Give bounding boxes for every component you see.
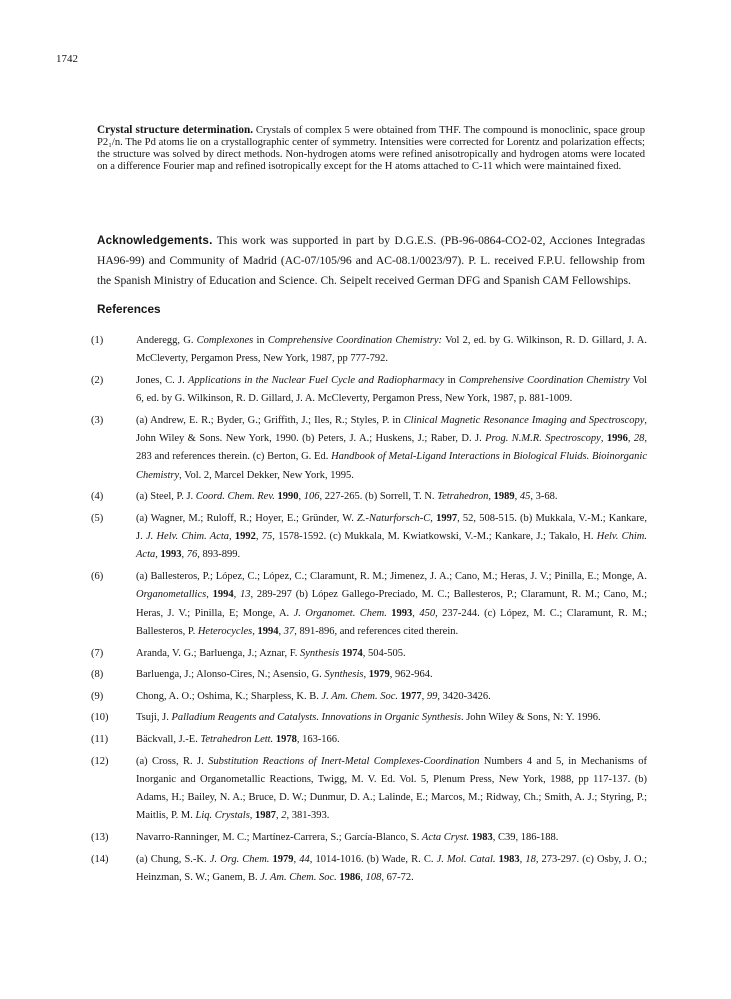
reference-segment: , — [360, 871, 366, 883]
acknowledgements-heading: Acknowledgements. — [97, 234, 213, 247]
reference-segment: Acta Cryst. — [421, 831, 470, 843]
reference-segment: , 237-244. (c) López, M. C.; Claramunt, R. M.; Ballesteros, P. — [136, 607, 647, 637]
reference-text — [136, 332, 647, 369]
reference-segment: 1977 — [400, 690, 422, 702]
reference-number: (3) — [91, 414, 104, 426]
crystal-structure-heading: Crystal structure determination. — [97, 124, 253, 136]
reference-item — [91, 709, 647, 727]
reference-segment: , 3-68. — [530, 491, 558, 503]
reference-segment: , — [600, 433, 607, 445]
reference-segment: Helv. Chim. Acta — [136, 531, 648, 561]
reference-item — [91, 412, 647, 485]
reference-segment: , — [488, 491, 494, 503]
reference-number: (9) — [91, 690, 104, 702]
acknowledgements-paragraph — [97, 231, 645, 291]
reference-segment: 75 — [261, 531, 273, 543]
reference-segment: , C39, 186-188. — [492, 831, 559, 843]
reference-number: (13) — [91, 831, 109, 843]
reference-segment: 1983 — [498, 853, 520, 865]
reference-segment: , 1014-1016. (b) Wade, R. C. — [309, 853, 437, 865]
reference-number: (11) — [91, 733, 109, 745]
reference-segment: Navarro-Ranninger, M. C.; Martínez-Carrera, S.; García-Blanco, S. — [136, 831, 422, 843]
reference-segment: (a) Andrew, E. R.; Byder, G.; Griffith, J.; Iles, R.; Styles, P. in — [136, 414, 404, 426]
reference-segment: 2 — [281, 810, 287, 822]
reference-segment: Liq. Crystals — [195, 810, 250, 822]
reference-segment: , — [519, 853, 526, 865]
reference-segment: 1979 — [272, 853, 294, 865]
reference-segment: Tetrahedron — [437, 491, 489, 503]
reference-number: (10) — [91, 712, 109, 724]
page-number: 1742 — [56, 53, 78, 65]
reference-segment: Synthesis — [300, 647, 340, 659]
reference-segment: 13 — [240, 589, 251, 601]
reference-segment: 28 — [633, 433, 645, 445]
reference-segment: , — [627, 433, 634, 445]
reference-segment: (a) Wagner, M.; Ruloff, R.; Hoyer, E.; Gründer, W. — [136, 512, 358, 524]
reference-number: (4) — [91, 491, 104, 503]
reference-number: (12) — [91, 755, 109, 767]
reference-text — [136, 510, 647, 565]
reference-number: (2) — [91, 374, 104, 386]
reference-segment: , 3420-3426. — [437, 690, 491, 702]
reference-segment: Prog. N.M.R. Spectroscopy — [485, 433, 601, 445]
reference-item — [91, 568, 647, 641]
reference-segment: Barluenga, J.; Alonso-Cires, N.; Asensio, G. — [136, 669, 325, 681]
reference-number: (5) — [91, 512, 104, 524]
reference-segment: (a) Cross, R. J. — [136, 755, 209, 767]
reference-segment: 1983 — [471, 831, 493, 843]
reference-segment: Complexones — [196, 335, 254, 346]
reference-text — [136, 709, 647, 727]
reference-item — [91, 851, 647, 888]
reference-segment: Numbers 4 and 5, in Mechanisms of Inorganic and Organometallic Reactions, Twigg, M. V. Ed. Vol. 5, Plenum Press, New York, 1988, pp 117-137. (b) Adams, H.; Bailey, N. A.; Bruce, D. W.; Dunmur, D. A.; Lalinde, E.; Marcos, M.; Ridway, Ch.; Smith, A. J.; Styring, P.; Maitlis, P. M. — [136, 755, 647, 822]
reference-segment: , — [363, 669, 369, 681]
reference-number: (7) — [91, 647, 104, 659]
reference-segment: 1990 — [277, 491, 299, 503]
reference-segment: 1994 — [257, 625, 279, 637]
reference-number: (14) — [91, 853, 109, 865]
reference-segment: , — [276, 810, 282, 822]
reference-segment: , 227-265. (b) Sorrell, T. N. — [319, 491, 438, 503]
reference-item — [91, 688, 647, 706]
reference-segment: Palladium Reagents and Catalysts. Innovations in Organic Synthesis — [171, 712, 461, 724]
reference-segment: , 891-896, and references cited therein. — [294, 625, 459, 637]
reference-text — [136, 753, 647, 826]
reference-segment: 1997 — [436, 512, 458, 524]
reference-segment: J. Am. Chem. Soc. — [321, 690, 399, 702]
reference-segment: , — [412, 607, 420, 619]
reference-segment: , 289-297 (b) López Gallego-Preciado, M. C.; Ballesteros, P.; Claramunt, R. M.; Cano, M.; Heras, J. V.; Pinilla, E; Monge, A. — [136, 589, 647, 619]
reference-segment: 44 — [299, 853, 310, 865]
reference-text — [136, 731, 647, 749]
reference-segment: Synthesis — [324, 669, 364, 681]
reference-segment: Aranda, V. G.; Barluenga, J.; Aznar, F. — [136, 647, 300, 659]
reference-segment: J. Org. Chem. — [209, 853, 270, 865]
reference-segment: 108 — [365, 871, 382, 883]
reference-segment: 1993 — [391, 607, 413, 619]
reference-text — [136, 666, 647, 684]
reference-segment: , 504-505. — [362, 647, 406, 659]
reference-segment: Organometallics — [136, 589, 207, 601]
reference-segment: , — [233, 589, 241, 601]
reference-segment: , — [181, 549, 187, 561]
reference-segment: , — [421, 690, 427, 702]
reference-segment: 99 — [426, 690, 438, 702]
reference-segment: 1994 — [212, 589, 234, 601]
reference-segment: (a) Chung, S.-K. — [136, 853, 210, 865]
reference-segment: Comprehensive Coordination Chemistry — [458, 374, 630, 386]
acknowledgements-text: This work was supported in part by D.G.E.S. (PB-96-0864-CO2-02, Acciones Integradas HA96-99) and Community of Madrid (AC-07/105/96 and AC-08.1/0023/97). P. L. received F.P.U. fellowship from the Spanish Ministry of Education and Science. Ch. Seipelt received German DFG and Spanish CAM Fellowships. — [97, 234, 645, 287]
reference-text — [136, 372, 647, 409]
reference-segment: Jones, C. J. — [136, 374, 188, 386]
reference-segment: 1996 — [606, 433, 628, 445]
reference-item — [91, 666, 647, 684]
reference-text — [136, 488, 647, 506]
reference-segment: , — [514, 491, 520, 503]
reference-segment: , — [155, 549, 161, 561]
reference-segment: . John Wiley & Sons, N: Y. 1996. — [460, 712, 601, 724]
reference-segment: 1978 — [275, 733, 297, 745]
reference-segment: 106 — [303, 491, 320, 503]
reference-segment: , — [430, 512, 437, 524]
reference-segment: Heterocycles — [197, 625, 253, 637]
reference-item — [91, 829, 647, 847]
reference-segment: , 893-899. — [197, 549, 241, 561]
reference-segment: (a) Ballesteros, P.; López, C.; López, C.; Claramunt, R. M.; Jimenez, J. A.; Cano, M.; Heras, J. V.; Pinilla, E.; Monge, A. — [136, 571, 647, 583]
reference-segment: J. Organomet. Chem. — [293, 607, 387, 619]
reference-segment: 450 — [419, 607, 436, 619]
reference-segment: , John Wiley & Sons. New York, 1990. (b) Peters, J. A.; Huskens, J.; Raber, D. J. — [136, 414, 647, 445]
reference-segment: 76 — [186, 549, 198, 561]
reference-text — [136, 568, 647, 641]
reference-segment: Handbook of Metal-Ligand Interactions in Biological Fluids. Bioinorganic Chemistry — [136, 451, 647, 481]
reference-segment: , 283 and references therein. (c) Berton, G. Ed. — [136, 433, 647, 463]
reference-segment: , 962-964. — [389, 669, 433, 681]
reference-segment: , 67-72. — [381, 871, 414, 883]
reference-text — [136, 688, 647, 706]
reference-segment: 45 — [519, 491, 531, 503]
reference-segment: 18 — [525, 853, 536, 865]
reference-segment: , 273-297. (c) Osby, J. O.; Heinzman, S. W.; Ganem, B. — [136, 853, 648, 883]
reference-segment: Substitution Reactions of Inert-Metal Complexes-Coordination — [208, 755, 480, 767]
reference-segment: 1993 — [160, 549, 182, 561]
reference-segment: Chong, A. O.; Oshima, K.; Sharpless, K. B. — [136, 690, 322, 702]
reference-number: (6) — [91, 571, 104, 583]
reference-segment: , Vol. 2, Marcel Dekker, New York, 1995. — [179, 469, 354, 481]
reference-segment: , 52, 508-515. (b) Mukkala, V.-M.; Kankare, J. — [136, 512, 647, 543]
crystal-structure-paragraph — [97, 124, 645, 173]
reference-number: (8) — [91, 669, 104, 681]
reference-segment: (a) Steel, P. J. — [136, 491, 196, 503]
reference-segment: Tetrahedron Lett. — [200, 733, 274, 745]
reference-segment: , — [293, 853, 300, 865]
reference-segment: J. Am. Chem. Soc. — [260, 871, 337, 883]
reference-segment: Comprehensive Coordination Chemistry: — [267, 335, 443, 346]
reference-segment: in — [444, 374, 459, 386]
reference-segment: J. Helv. Chim. Acta — [145, 531, 230, 543]
reference-segment: J. Mol. Catal. — [436, 853, 496, 865]
reference-segment: , — [206, 589, 213, 601]
reference-item — [91, 731, 647, 749]
reference-item — [91, 488, 647, 506]
reference-segment: , — [278, 625, 284, 637]
reference-item — [91, 372, 647, 409]
reference-segment: Vol 6, ed. by G. Wilkinson, R. D. Gillard, J. A. McCleverty, Pergamon Press, New York, 1987, p. 881-1009. — [136, 374, 647, 405]
reference-segment: 1986 — [339, 871, 361, 883]
reference-segment: , 1578-1592. (c) Mukkala, M. Kwiatkowski, V.-M.; Kankare, J.; Takalo, H. — [272, 531, 597, 543]
crystal-structure-text: Crystals of complex 5 were obtained from THF. The compound is monoclinic, space group P2₁/n. The Pd atoms lie on a crystallographic center of symmetry. Intensities were corrected for Lorentz and polarization effects; the structure was solved by direct methods. Non-hydrogen atoms were refined anisotropically and hydrogen atoms were located on a difference Fourier map and refined isotropically except for the H atoms attached to C-11 which were maintained fixed. — [97, 125, 646, 172]
reference-segment: 1992 — [234, 531, 256, 543]
reference-item — [91, 332, 647, 369]
reference-segment: , — [298, 491, 304, 503]
reference-segment: Vol 2, ed. by G. Wilkinson, R. D. Gillard, J. A. McCleverty, Pergamon Press, New York, 1987, pp 777-792. — [136, 335, 647, 365]
reference-item — [91, 753, 647, 826]
reference-segment: , — [252, 625, 258, 637]
reference-segment: 1979 — [368, 669, 390, 681]
references-heading: References — [97, 302, 161, 316]
reference-segment: 1987 — [255, 810, 277, 822]
reference-segment: Applications in the Nuclear Fuel Cycle and Radiopharmacy — [187, 374, 445, 386]
reference-segment: 37 — [283, 625, 295, 637]
reference-segment: , — [249, 810, 256, 822]
reference-segment: , 163-166. — [296, 733, 340, 745]
reference-text — [136, 829, 647, 847]
reference-segment: , 381-393. — [286, 810, 330, 822]
reference-segment: Coord. Chem. Rev. — [195, 491, 275, 503]
reference-segment: in — [253, 335, 268, 346]
reference-segment: , — [255, 531, 262, 543]
reference-item — [91, 645, 647, 663]
reference-segment: Bäckvall, J.-E. — [136, 733, 201, 745]
reference-segment: , — [229, 531, 235, 543]
reference-text — [136, 412, 647, 485]
reference-text — [136, 851, 647, 888]
reference-segment: 1989 — [493, 491, 515, 503]
reference-segment: Anderegg, G. — [136, 335, 197, 346]
reference-segment: Clinical Magnetic Resonance Imaging and Spectroscopy — [403, 414, 645, 426]
reference-number: (1) — [91, 335, 104, 346]
reference-segment: Z.-Naturforsch-C — [357, 512, 431, 524]
reference-item — [91, 510, 647, 565]
reference-list — [91, 332, 647, 890]
reference-segment: Tsuji, J. — [136, 712, 172, 724]
reference-text — [136, 645, 647, 663]
reference-segment: 1974 — [341, 647, 363, 659]
